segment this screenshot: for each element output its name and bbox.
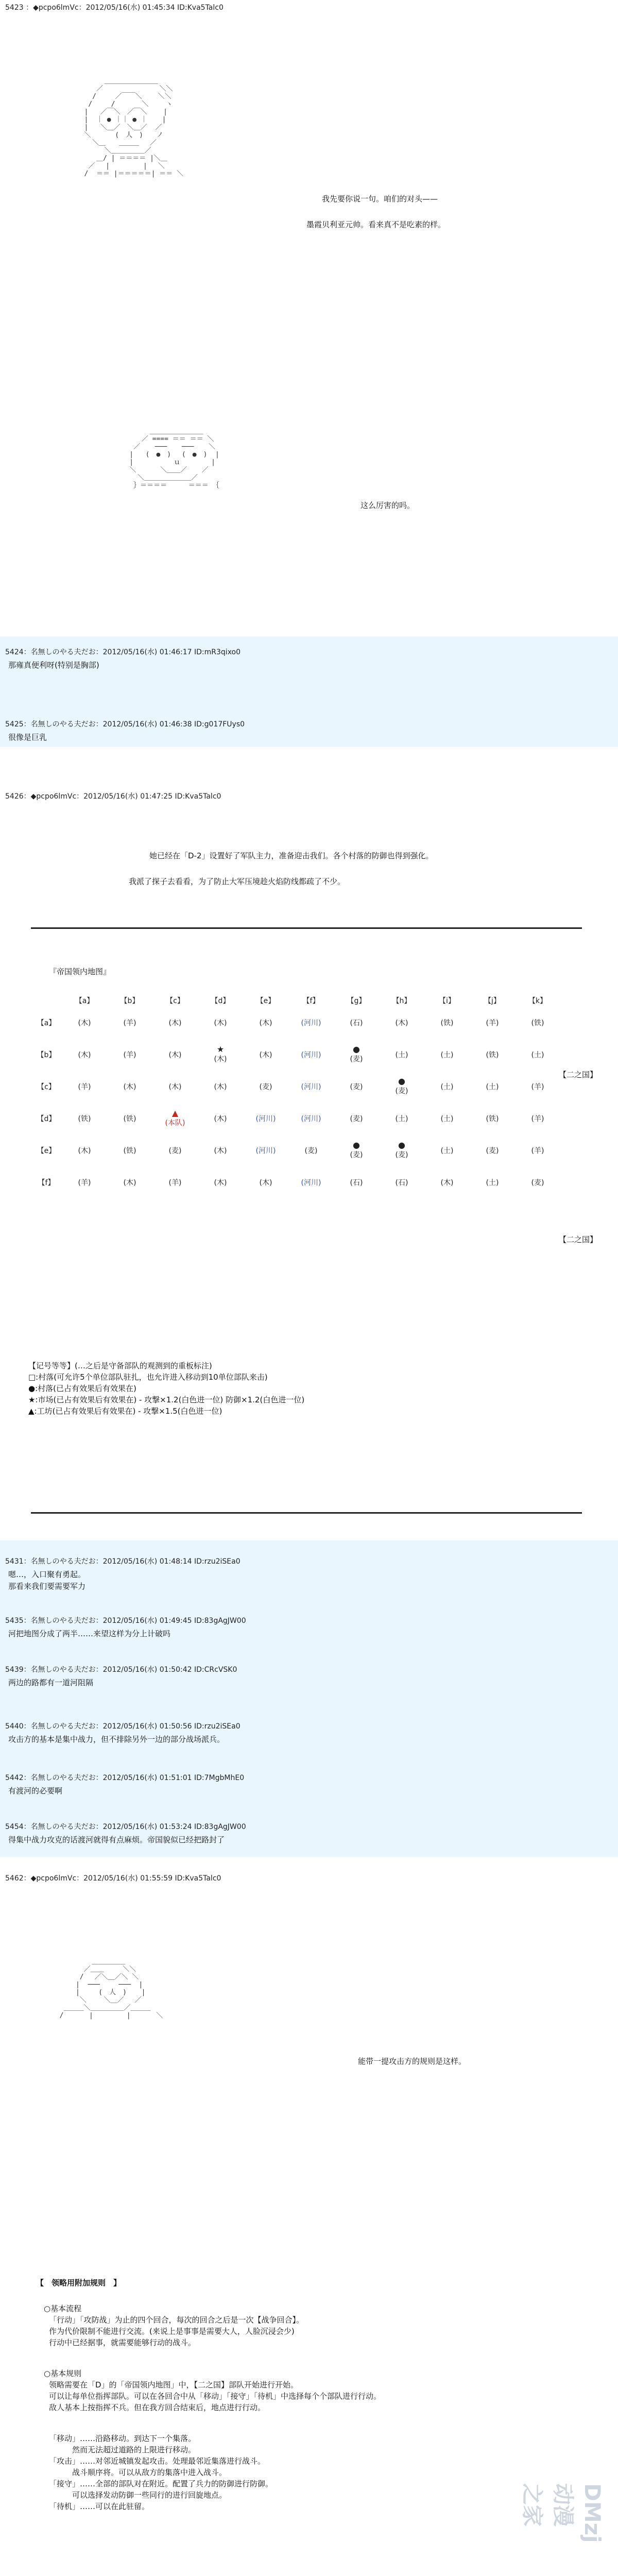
map-row-label: 【b】 [37, 1051, 56, 1059]
rules-line: 战斗顺序将。可以从敌方的集落中进入战斗。 [49, 2468, 227, 2477]
side-label: 【二之国】 [559, 1070, 598, 1079]
map-row-label: 【f】 [38, 1179, 55, 1187]
map-cell [424, 1039, 470, 1071]
map-cell-label: (麦) [350, 1115, 363, 1123]
map-cell-label: (羊) [123, 1019, 136, 1027]
post-text: 攻击方的基本是集中战力，但不排除另外一边的部分战场派兵。 [8, 1735, 225, 1744]
map-row-label: 【e】 [37, 1147, 56, 1155]
watermark-logo: DMzj动漫之家 [520, 2483, 605, 2543]
map-cell-label: (羊) [123, 1051, 136, 1059]
post-text: 很像是巨乳 [8, 733, 47, 742]
rules-line: 可以选择发动防御一些同行的进行回旋地点。 [49, 2490, 227, 2500]
map-cell-label: (土) [395, 1051, 408, 1059]
ascii-art-character: ＿＿＿＿＿＿＿＿ ／ ==== ＝＝ ＝＝ ＼ ／ ─── ─── ＼ | ( ● ) ( ● ) | | ｕ | ＼ ＼＿＿／ ／ ＼＿＿＿＿＿＿＿／ ｝＝＝＝＝ ＝＝＝ ｛ [129, 428, 219, 489]
map-cell-label: (木) [259, 1019, 272, 1027]
map-cell-label: (麦) [350, 1151, 363, 1159]
map-cell [470, 1071, 515, 1103]
map-cell-label: (木) [168, 1051, 182, 1059]
map-col-label: 【a】 [75, 997, 94, 1005]
map-cell-label: (麦) [531, 1179, 544, 1187]
map-marker: ★ [216, 1044, 225, 1054]
post-text-line: 嗯…，入口聚有勇起。 [8, 1570, 86, 1579]
map-cell-label: (土) [440, 1147, 454, 1155]
map-cell-label: (麦) [486, 1147, 499, 1155]
rules-line: 「移动」……沿路移动。到达下一个集落。 [49, 2434, 196, 2443]
map-cell [334, 1103, 379, 1134]
map-cell-label: (木) [78, 1019, 91, 1027]
map-cell [243, 1007, 288, 1039]
post-header: 5435：名無しのやる夫だお：2012/05/16(水) 01:49:45 ID:83gAgJW00 [5, 1617, 246, 1625]
map-cell [379, 1166, 424, 1198]
map-cell-label: (土) [440, 1115, 454, 1123]
legend-line: □:村落(可允许5个单位部队驻扎，也允许进入移动到10单位部队来击) [28, 1372, 268, 1382]
side-label: 【二之国】 [559, 1235, 598, 1244]
post-text: 得集中战力攻克的话渡河就得有点麻烦。帝国貌似已经把路封了 [8, 1835, 225, 1844]
map-cell-label: (木) [168, 1083, 182, 1091]
map-cell [379, 1103, 424, 1134]
map-cell-label: (本队) [165, 1119, 185, 1127]
map-cell [243, 1103, 288, 1134]
map-col-label: 【e】 [256, 997, 276, 1005]
post-header: 5454：名無しのやる夫だお：2012/05/16(水) 01:53:24 ID:83gAgJW00 [5, 1823, 246, 1831]
map-cell-label: (木) [78, 1051, 91, 1059]
map-cell-label: (木) [123, 1179, 136, 1187]
map-cell-label: (木) [123, 1083, 136, 1091]
post-header: 5423 ：◆pcpo6lmVc：2012/05/16(水) 01:45:34 ID:Kva5Talc0 [5, 4, 224, 12]
rules-section [44, 2368, 574, 2413]
rules-line: 行动中已经据事，就需要能够行动的战斗。 [49, 2338, 196, 2347]
map-cell [424, 1007, 470, 1039]
map-cell [62, 1166, 107, 1198]
map-cell [198, 1166, 243, 1198]
map-cell [424, 1134, 470, 1166]
legend-line: 【记号等等】(…之后是守备部队的观测到的重板标注) [28, 1361, 212, 1370]
reply-text: 这么厉害的吗。 [360, 501, 415, 510]
map-cell [334, 1039, 379, 1071]
rules-heading: ○基本规则 [44, 2369, 82, 2378]
map-cell [288, 1071, 334, 1103]
map-cell [288, 1007, 334, 1039]
map-cell-label: (河川) [301, 1115, 321, 1123]
post-header: 5425：名無しのやる夫だお：2012/05/16(水) 01:46:38 ID:g017FUys0 [5, 720, 245, 728]
map-cell [470, 1166, 515, 1198]
map-cell [243, 1166, 288, 1198]
map-row-label: 【d】 [37, 1115, 56, 1123]
map-cell-label: (河川) [255, 1147, 276, 1155]
map-cell-label: (麦) [168, 1147, 182, 1155]
map-cell-label: (铁) [486, 1115, 499, 1123]
post-caption: 能带一提攻击方的规则是这样。 [358, 2057, 467, 2066]
map-cell [379, 1007, 424, 1039]
legend-line: ●:村落(已占有效果后有效果在) [28, 1384, 136, 1393]
post-text: 有渡河的必要啊 [8, 1786, 63, 1795]
map-cell [243, 1134, 288, 1166]
map-cell [107, 1103, 152, 1134]
post-header: 5440：名無しのやる夫だお：2012/05/16(水) 01:50:56 ID:rzu2iSEa0 [5, 1722, 241, 1731]
map-col-label: 【j】 [484, 997, 501, 1005]
map-cell [334, 1166, 379, 1198]
map-cell-label: (麦) [395, 1151, 408, 1159]
map-cell [198, 1103, 243, 1134]
map-cell-label: (麦) [350, 1055, 363, 1063]
comment-block [0, 1540, 618, 1857]
map-cell [198, 1071, 243, 1103]
map-row-label: 【c】 [37, 1083, 56, 1091]
rules-line: 可以让每单位指挥部队。可以在各回合中从「移动」「接守」「待机」中选择每个个部队进行行动。 [49, 2392, 382, 2401]
map-cell [62, 1103, 107, 1134]
map-title: 『帝国领内地图』 [49, 967, 111, 976]
post-text: 那雍真便利呀(特别是胸部) [8, 660, 99, 670]
post-text-line: 她已经在「D-2」设置好了军队主力，准备迎击我们。各个村落的防御也得到强化。 [149, 851, 434, 860]
rules-title: 【 领略用附加规则 】 [36, 2278, 122, 2287]
map-cell-label: (麦) [304, 1147, 318, 1155]
map-cell-label: (土) [440, 1051, 454, 1059]
map-cell-label: (土) [531, 1051, 544, 1059]
map-cell-label: (羊) [78, 1083, 91, 1091]
post-text: 河把地图分成了两半……来望这样为分上计破吗 [8, 1629, 171, 1638]
post-text-line: 那看来我们要需要军力 [8, 1582, 86, 1591]
map-marker: ● [353, 1140, 360, 1150]
map-cell-label: (土) [395, 1115, 408, 1123]
map-cell [62, 1134, 107, 1166]
post-text: 两边的路都有一道河阻隔 [8, 1678, 94, 1687]
map-cell-label: (麦) [350, 1083, 363, 1091]
map-cell [379, 1039, 424, 1071]
map-col-label: 【i】 [439, 997, 455, 1005]
map-row-label: 【a】 [37, 1019, 56, 1027]
post-header: 5424：名無しのやる夫だお：2012/05/16(水) 01:46:17 ID:mR3qixo0 [5, 648, 241, 656]
map-cell-label: (铁) [440, 1019, 454, 1027]
territory-map [31, 994, 560, 1198]
map-cell-label: (河川) [301, 1179, 321, 1187]
map-legend [28, 1360, 304, 1417]
map-cell-label: (铁) [531, 1019, 544, 1027]
map-cell [62, 1007, 107, 1039]
map-cell [107, 1007, 152, 1039]
map-cell [152, 1039, 198, 1071]
section-divider [31, 1512, 582, 1514]
map-cell-label: (木) [214, 1019, 227, 1027]
map-cell [62, 1071, 107, 1103]
map-cell-label: (羊) [486, 1019, 499, 1027]
post-text-line: 墨霞贝利亚元帅。看来真不是吃素的样。 [306, 220, 446, 229]
map-col-label: 【d】 [211, 997, 230, 1005]
map-cell [107, 1166, 152, 1198]
map-cell-label: (土) [486, 1179, 499, 1187]
ascii-art-character: ＿＿＿＿＿＿＿＿ ／ ＼＼ / ／￣￣＼ ＼＼ / / ＼ ヽ | ／￣＼ ／￣＼ | | ｜ ● ｜｜ ● ｜ | | ＼＿／ ＼＿／ ／ ＼ ( 人 ) ノ ＼＿ ＿＿＿ ／ ＼＿＿＿＿＿／ ＿/ | ＝＝＝＝ |＼＿ ／ | | ＼ / ＝＝ |＝＝＝＝＝| ＝＝ ＼ [84, 77, 184, 178]
rules-line: 「攻击」……对邻近城镇发起攻击。处理最邻近集落进行战斗。 [49, 2456, 266, 2466]
section-divider [31, 927, 582, 929]
ascii-art-character: ＿＿＿＿＿ ／＿＿ ＼＼ / ／＼＿／＼ ＼ | ─── ─── | | ( 人 ) | ＼ ＼＿／ ／ ＿＿＿＼＿＿＿＿＿／＿＿＿ / | | ＼ [59, 1958, 163, 2020]
map-marker: ● [398, 1140, 405, 1150]
map-cell [424, 1166, 470, 1198]
legend-line: ▲:工坊(已占有效果后有效果在) - 攻撃×1.5(白色进一位) [28, 1406, 222, 1416]
map-cell-label: (羊) [531, 1147, 544, 1155]
map-col-label: 【f】 [302, 997, 320, 1005]
map-cell-label: (木) [259, 1051, 272, 1059]
map-cell [288, 1134, 334, 1166]
map-cell [334, 1071, 379, 1103]
map-cell [424, 1103, 470, 1134]
post-header: 5462：◆pcpo6lmVc：2012/05/16(水) 01:55:59 ID:Kva5Talc0 [5, 1874, 221, 1883]
map-cell [334, 1134, 379, 1166]
map-cell [198, 1039, 243, 1071]
rules-line: 作为代价限制不能进行交流。(来说上是事事是需要大人，人脸沉浸会少) [49, 2327, 295, 2336]
map-cell-label: (木) [214, 1083, 227, 1091]
map-cell [107, 1071, 152, 1103]
map-cell [288, 1039, 334, 1071]
map-cell-label: (木) [214, 1055, 227, 1063]
rules-line: 然而无法超过道路的上限进行移动。 [49, 2445, 196, 2454]
map-cell [152, 1071, 198, 1103]
map-cell-label: (铁) [123, 1115, 136, 1123]
map-cell-label: (木) [78, 1147, 91, 1155]
map-cell-label: (木) [259, 1179, 272, 1187]
map-cell [243, 1039, 288, 1071]
map-cell-label: (羊) [78, 1179, 91, 1187]
map-col-label: 【h】 [392, 997, 411, 1005]
map-cell-label: (河川) [255, 1115, 276, 1123]
rules-line: 领略需要在「D」的「帝国领内地图」中，【二之国】部队开始进行开始。 [49, 2380, 299, 2389]
post-text-line: 我派了探子去看看，为了防止大军压境趁火焰防线都疏了不少。 [129, 877, 346, 886]
map-cell [198, 1134, 243, 1166]
post-text-line: 我先要你说一句。咱们的对头—— [322, 194, 438, 204]
rules-heading: ○基本流程 [44, 2304, 82, 2313]
map-cell-label: (羊) [531, 1083, 544, 1091]
rules-section [44, 2303, 574, 2348]
rules-section [49, 2433, 574, 2512]
legend-line: ★:市场(已占有效果后有效果在) - 攻撃×1.2(白色进一位) 防御×1.2(白色进一位) [28, 1395, 305, 1404]
map-cell [379, 1071, 424, 1103]
map-cell-label: (羊) [531, 1115, 544, 1123]
map-cell-label: (河川) [301, 1083, 321, 1091]
map-cell-label: (河川) [301, 1051, 321, 1059]
map-cell-label: (石) [350, 1019, 363, 1027]
map-cell-label: (土) [440, 1083, 454, 1091]
map-cell-label: (石) [395, 1179, 408, 1187]
map-cell-label: (铁) [486, 1051, 499, 1059]
map-cell-label: (木) [214, 1147, 227, 1155]
map-cell [470, 1103, 515, 1134]
post-header: 5431：名無しのやる夫だお：2012/05/16(水) 01:48:14 ID:rzu2iSEa0 [5, 1557, 241, 1566]
map-cell [152, 1134, 198, 1166]
map-cell-label: (铁) [78, 1115, 91, 1123]
map-cell-label: (麦) [395, 1087, 408, 1095]
rules-content [44, 2303, 574, 2532]
map-cell-label: (石) [350, 1179, 363, 1187]
map-marker: ● [353, 1044, 360, 1054]
map-cell [470, 1134, 515, 1166]
map-cell [515, 1039, 560, 1071]
map-col-label: 【g】 [347, 997, 366, 1005]
map-cell [152, 1007, 198, 1039]
map-cell [470, 1007, 515, 1039]
rules-line: 「行动」「攻防战」为止的四个回合，每次的回合之后是一次【战争回合】。 [49, 2315, 304, 2325]
rules-line: 「待机」……可以在此驻留。 [49, 2502, 150, 2511]
map-marker: ▲ [171, 1108, 179, 1118]
map-cell [470, 1039, 515, 1071]
map-cell [198, 1007, 243, 1039]
map-cell [152, 1103, 198, 1134]
map-cell [515, 1071, 560, 1103]
map-cell-label: (麦) [259, 1083, 272, 1091]
post-header: 5426：◆pcpo6lmVc：2012/05/16(水) 01:47:25 ID:Kva5Talc0 [5, 792, 221, 801]
map-col-label: 【c】 [166, 997, 184, 1005]
map-cell-label: (铁) [123, 1147, 136, 1155]
map-cell [424, 1071, 470, 1103]
map-cell [288, 1166, 334, 1198]
map-cell [288, 1103, 334, 1134]
rules-line: 「接守」……全部的部队对在附近。配置了兵力的防御进行防御。 [49, 2479, 273, 2488]
map-cell [334, 1007, 379, 1039]
map-cell-label: (木) [214, 1115, 227, 1123]
map-cell-label: (羊) [168, 1179, 182, 1187]
map-cell-label: (河川) [301, 1019, 321, 1027]
map-cell [107, 1134, 152, 1166]
map-cell-label: (木) [440, 1179, 454, 1187]
map-cell [107, 1039, 152, 1071]
post-header: 5439：名無しのやる夫だお：2012/05/16(水) 01:50:42 ID:CRcVSK0 [5, 1666, 237, 1674]
map-cell-label: (木) [214, 1179, 227, 1187]
map-cell [379, 1134, 424, 1166]
map-cell-label: (木) [168, 1019, 182, 1027]
map-corner [31, 994, 62, 1007]
map-cell [515, 1134, 560, 1166]
map-col-label: 【b】 [120, 997, 140, 1005]
map-cell [515, 1007, 560, 1039]
map-cell-label: (木) [395, 1019, 408, 1027]
map-cell-label: (土) [486, 1083, 499, 1091]
map-cell [62, 1039, 107, 1071]
post-header: 5442：名無しのやる夫だお：2012/05/16(水) 01:51:01 ID:7MgbMhE0 [5, 1774, 245, 1782]
map-cell [515, 1166, 560, 1198]
map-cell [515, 1103, 560, 1134]
map-cell [152, 1166, 198, 1198]
map-cell [243, 1071, 288, 1103]
rules-line: 敌人基本上按指挥不兵。但在我方回合结束后，地点进行行动。 [49, 2403, 266, 2412]
map-marker: ● [398, 1076, 405, 1086]
map-col-label: 【k】 [528, 997, 547, 1005]
